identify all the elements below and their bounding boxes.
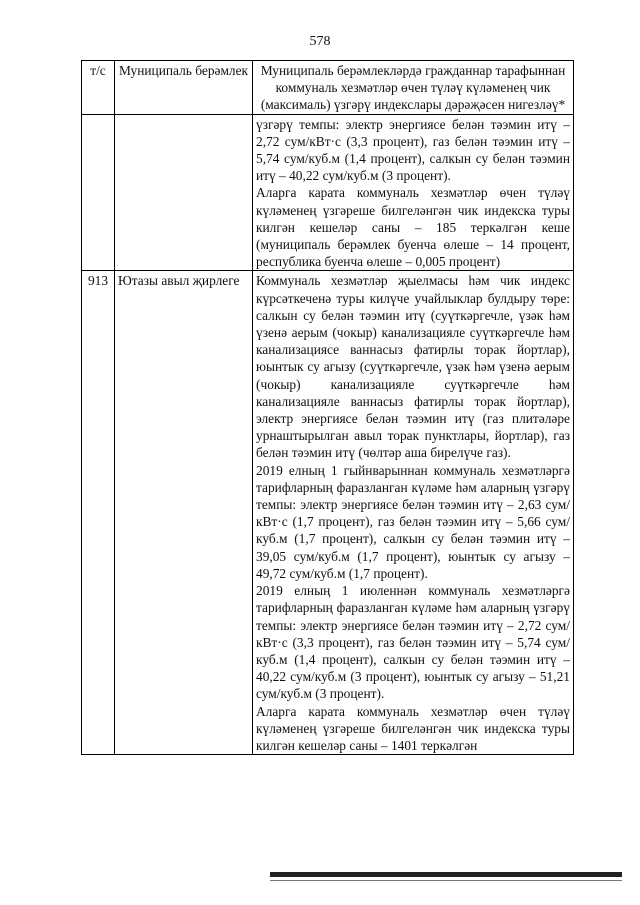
- header-justification: Муниципаль берәмлекләрдә гражданнар тарафыннан коммуналь хезмәтләр өчен түләү күләменең чик (максималь) үзгәрү индекслары дәрәҗәсен нигезләү*: [253, 61, 574, 115]
- continuation-municipality-cell: [115, 114, 253, 271]
- header-number: т/с: [82, 61, 115, 115]
- row-text-cell: [253, 271, 574, 755]
- continuation-paragraph-1: үзгәрү темпы: электр энергиясе белән тәэмин итү – 2,72 сум/кВт·с (3,3 процент), газ белән тәэмин итү – 5,74 сум/куб.м (1,4 процент), салкын су белән тәэмин итү – 40,22 сум/куб.м (3 процент).: [256, 116, 570, 184]
- row-paragraph-2: 2019 елның 1 гыйнварыннан коммуналь хезмәтләргә тарифларның фаразланган күләме һәм аларның үзгәрү темпы: электр энергиясе белән тәэмин итү – 2,63 сум/кВт·с (1,7 процент), газ белән тәэмин итү – 5,66 сум/куб.м (1,7 процент), салкын су белән тәэмин итү – 39,05 сум/куб.м (1,7 процент), юынтык су агызу – 49,72 сум/куб.м (1,7 процент).: [256, 462, 570, 581]
- continuation-number-cell: [82, 114, 115, 271]
- header-municipality: Муниципаль берәмлек: [115, 61, 253, 115]
- row-paragraph-3: 2019 елның 1 июленнән коммуналь хезмәтләргә тарифларның фаразланган күләме һәм аларның үзгәрү темпы: электр энергиясе белән тәэмин итү – 2,72 сум/кВт·с (3,3 процент), газ белән тәэмин итү – 5,74 сум/куб.м (1,4 процент), салкын су белән тәэмин итү – 40,22 сум/куб.м (3 процент), юынтык су агызу – 51,21 сум/куб.м (3 процент).: [256, 583, 570, 702]
- table-header-row: [82, 61, 574, 115]
- row-paragraph-4: Аларга карата коммуналь хезмәтләр өчен түләү күләменең үзгәреше билгеләнгән чик индекска туры килгән кешеләр саны – 1401 теркәлгән: [256, 703, 570, 753]
- footer-rule: [270, 872, 622, 877]
- continuation-text-cell: [253, 114, 574, 271]
- page-number: 578: [309, 34, 331, 49]
- row-paragraph-1: Коммуналь хезмәтләр җыелмасы һәм чик индекс күрсәткеченә туры килүче учайлыклар булдыру төре: салкын су белән тәэмин итү (суүткәргечле, үзәк һәм үзенә аерым (чокыр) канализацияле суүткәргечле һәм канализациясе ваннасыз фатирлы торак йортлар), юынтык су агызу (суүткәргечле, үзәк һәм үзенә аерым (чокыр) канализацияле суүткәргечле һәм канализацияле ваннасыз фатирлы торак йортлар), электр энергиясе белән тәэмин итү (газ плитәләре урнаштырылган авыл торак пунктлары, йортлар), газ белән тәэмин итү (чөлтәр аша бирелүче газ).: [256, 273, 570, 461]
- row-municipality: Ютазы авыл җирлеге: [115, 271, 253, 755]
- table-row-continuation: [82, 114, 574, 271]
- row-number: 913: [82, 271, 115, 755]
- footer-rule-thin: [270, 880, 622, 881]
- tariff-index-table: [81, 60, 574, 755]
- table-row: [82, 271, 574, 755]
- continuation-paragraph-2: Аларга карата коммуналь хезмәтләр өчен түләү күләменең үзгәреше билгеләнгән чик индекска туры килгән кешеләр саны – 185 теркәлгән кеше (муниципаль берәмлек буенча өлеше – 14 процент, республика буенча өлеше – 0,005 процент): [256, 185, 570, 270]
